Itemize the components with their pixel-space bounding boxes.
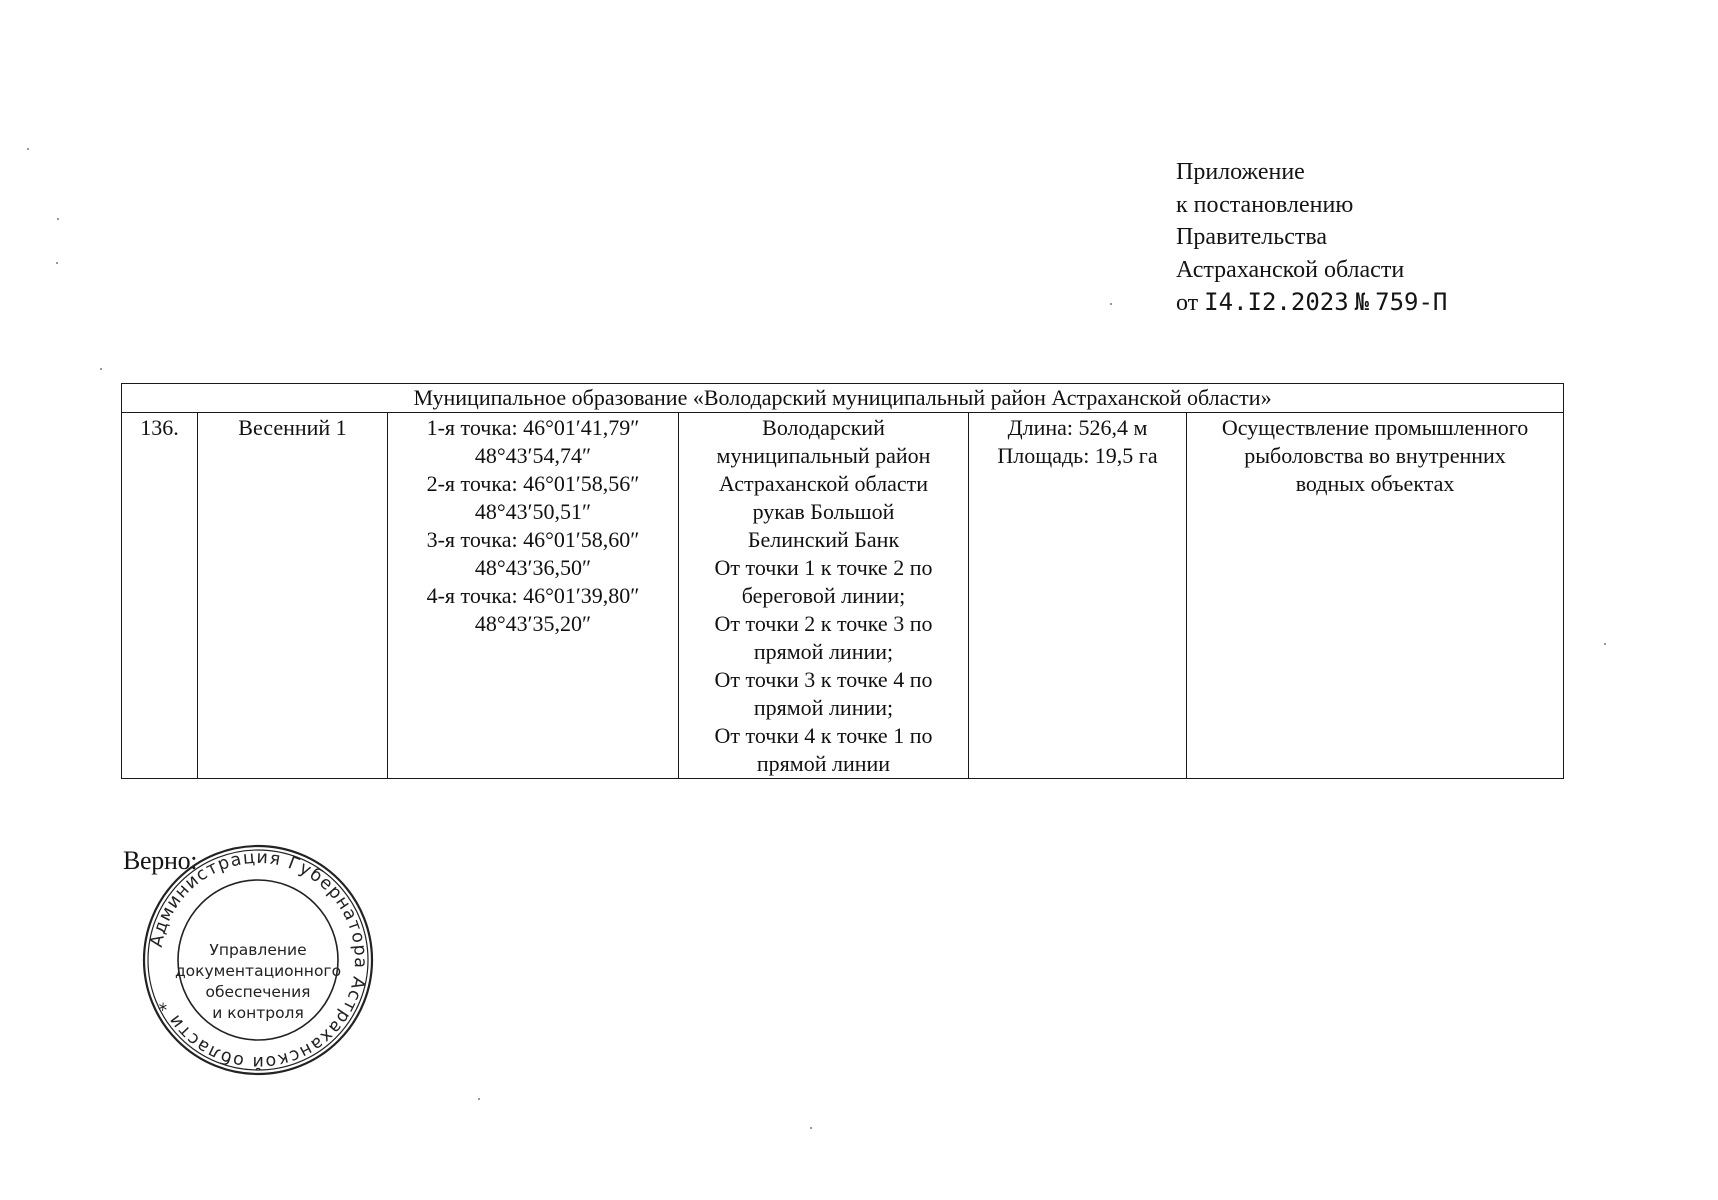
boundary-description-cell [679, 413, 969, 779]
description-line: От точки 4 к точке 1 по [714, 723, 933, 748]
coordinates-cell [388, 413, 679, 779]
municipality-header-row [122, 384, 1564, 413]
resolution-reference [1176, 286, 1447, 320]
scan-speck [478, 1098, 480, 1100]
coordinate-line: 4-я точка: 46°01′39,80″ [426, 583, 640, 608]
stamp-inner-text [138, 940, 378, 1024]
coordinate-line: 2-я точка: 46°01′58,56″ [426, 471, 640, 496]
stamp-inner-line: обеспечения [205, 983, 311, 1001]
official-stamp [138, 840, 378, 1080]
resolution-date: I4.I2.2023 [1204, 288, 1349, 316]
fishing-area-table [121, 383, 1564, 779]
certification-label: Верно: [123, 846, 198, 875]
description-line: рукав Большой [752, 499, 895, 524]
coordinate-line: 3-я точка: 46°01′58,60″ [426, 527, 640, 552]
purpose-line: Осуществление промышленного [1221, 415, 1529, 440]
resolution-number-sign: № [1354, 288, 1370, 316]
purpose-line: рыболовства во внутренних [1244, 443, 1506, 468]
dimensions-cell [969, 413, 1187, 779]
coordinate-line: 1-я точка: 46°01′41,79″ [426, 415, 640, 440]
table-row [122, 413, 1564, 779]
purpose-cell [1187, 413, 1564, 779]
stamp-outer-text: Администрация Губернатора Астраханской области * [146, 847, 371, 1073]
description-line: прямой линии; [753, 639, 894, 664]
description-line: прямой линии; [753, 695, 894, 720]
municipality-title: Муниципальное образование «Володарский муниципальный район Астраханской области» [122, 384, 1564, 413]
stamp-inner-line: документационного [174, 962, 342, 980]
resolution-number: 759-П [1375, 288, 1448, 316]
description-line: Астраханской области [718, 471, 929, 496]
scan-speck [100, 368, 102, 370]
description-line: От точки 3 к точке 4 по [714, 667, 933, 692]
area-name: Весенний 1 [198, 413, 388, 779]
scan-speck [1604, 643, 1606, 645]
description-line: Белинский Банк [747, 527, 900, 552]
coordinate-line: 48°43′54,74″ [474, 443, 592, 468]
stamp-inner-line: и контроля [212, 1004, 304, 1022]
scan-speck [810, 1127, 812, 1129]
scan-speck [1110, 303, 1112, 305]
description-line: От точки 2 к точке 3 по [714, 611, 933, 636]
description-line: Володарский [762, 415, 885, 440]
scan-speck [57, 218, 59, 220]
row-number: 136. [122, 413, 198, 779]
length-value: Длина: 526,4 м [1007, 415, 1148, 440]
coordinate-line: 48°43′36,50″ [474, 555, 592, 580]
area-value: Площадь: 19,5 га [997, 443, 1158, 468]
scan-speck [56, 262, 58, 264]
scan-speck [27, 148, 29, 150]
appendix-line-3: Правительства [1176, 224, 1328, 250]
description-line: От точки 1 к точке 2 по [714, 555, 933, 580]
coordinate-line: 48°43′50,51″ [474, 499, 592, 524]
appendix-line-1: Приложение [1176, 159, 1305, 185]
description-line: береговой линии; [741, 583, 906, 608]
description-line: прямой линии [756, 751, 891, 776]
purpose-line: водных объектах [1295, 471, 1455, 496]
resolution-prefix: от [1176, 290, 1199, 316]
appendix-line-2: к постановлению [1176, 191, 1354, 218]
stamp-inner-line: Управление [209, 941, 307, 959]
description-line: муниципальный район [716, 443, 931, 468]
coordinate-line: 48°43′35,20″ [474, 611, 592, 636]
appendix-header [1176, 156, 1447, 320]
appendix-line-4: Астраханской области [1176, 256, 1405, 283]
